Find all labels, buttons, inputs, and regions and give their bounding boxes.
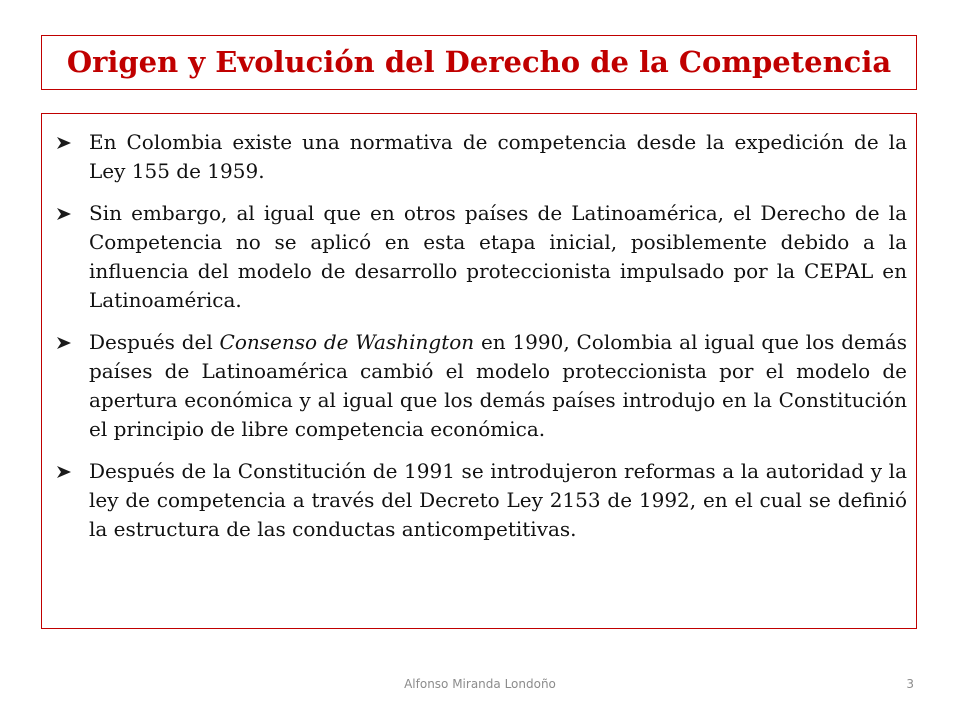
bullet-text: En Colombia existe una normativa de competencia desde la expedición de la Ley 155 de 1959. [89, 130, 907, 183]
page-number: 3 [906, 677, 914, 691]
bullet-text-end: en 1990, Colombia al igual que los demás países de Latinoamérica cambió el modelo proteccionista por el modelo de apertura económica y al igual que los demás países introdujo en la Constitución el principio de libre competencia económica. [89, 330, 908, 441]
bullet-text: Sin embargo, al igual que en otros países de Latinoamérica, el Derecho de la Competencia no se aplicó en esta etapa inicial, posiblemente debido a la influencia del modelo de desarrollo proteccionista impulsado por la CEPAL en Latinoamérica. [89, 201, 907, 312]
arrowhead-bullet-icon [56, 336, 72, 350]
bullet-item [54, 128, 907, 186]
content-box [41, 113, 917, 629]
bullet-text-start: Después del [89, 330, 220, 354]
bullet-text-italic: Consenso de Washington [219, 330, 475, 354]
arrowhead-bullet-icon [56, 136, 72, 150]
slide-title: Origen y Evolución del Derecho de la Competencia [66, 45, 892, 79]
bullet-item [54, 199, 907, 315]
arrowhead-bullet-icon [56, 465, 72, 479]
bullet-text: Después de la Constitución de 1991 se introdujeron reformas a la autoridad y la ley de competencia a través del Decreto Ley 2153 de 1992, en el cual se definió la estructura de las conductas anticompetitivas. [89, 459, 907, 541]
title-box [41, 35, 917, 90]
footer-author: Alfonso Miranda Londoño [404, 677, 556, 691]
bullet-item [54, 457, 907, 544]
bullet-item [54, 328, 907, 444]
arrowhead-bullet-icon [56, 207, 72, 221]
